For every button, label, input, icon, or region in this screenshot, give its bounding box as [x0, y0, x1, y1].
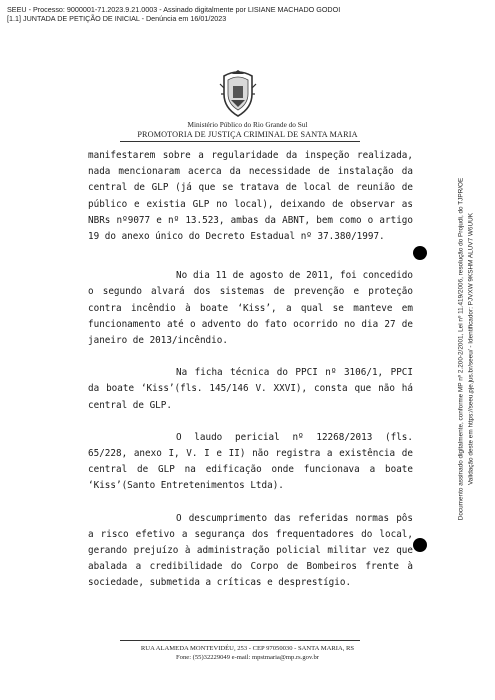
paragraph-continuation: manifestarem sobre a regularidade da inspeção realizada, nada mencionaram acerca da necessidade de instalação da central de GLP (já que se tratava de local de reunião de público e existia GLP no local), deixando de observar as NBRs nº9077 e nº 13.523, ambas da ABNT, bem como o artigo 19 do anexo único do Decreto Estadual nº 37.380/1997. — [88, 150, 413, 243]
paragraph-laudo: O laudo pericial nº 12268/2013 (fls. 65/228, anexo I, V. I e II) não registra a existência de central de GLP na edificação onde funcionava a boate ‘Kiss’(Santo Entretenimentos Ltda). — [88, 431, 413, 492]
footer-divider — [120, 640, 360, 641]
side-validation-line-1: Documento assinado digitalmente, conforme MP nº 2.200-2/2001, Lei nº 11.419/2006, resolução do Projudi, do TJPR/OE — [457, 177, 465, 521]
punch-hole-icon — [413, 538, 427, 552]
paragraph-alvara: No dia 11 de agosto de 2011, foi concedido o segundo alvará dos sistemas de prevenção e proteção contra incêndio à boate ‘Kiss’, a qual se manteve em funcionamento até o advento do fato ocorrido no dia 27 de janeiro de 2013/incêndio. — [88, 270, 413, 347]
document-body — [88, 148, 413, 592]
punch-hole-icon — [413, 246, 427, 260]
footer-address: RUA ALAMEDA MONTEVIDÉU, 253 - CEP 97050030 - SANTA MARIA, RS — [140, 645, 355, 652]
header-divider — [120, 141, 360, 142]
side-validation-line-2: Validação deste em https://seeu.pje.jus.br/seeu/ - Identificador: PJVXW 9KSHM ALUV7 W6UUK — [467, 213, 474, 485]
office-name: PROMOTORIA DE JUSTIÇA CRIMINAL DE SANTA MARIA — [137, 130, 358, 139]
state-coat-of-arms-icon — [218, 70, 258, 118]
paragraph-descumprimento: O descumprimento das referidas normas pôs a risco efetivo a segurança dos frequentadores do local, gerando prejuízo à administração policial militar vez que abalada a credibilidade do Corpo de Bombeiros frente à sociedade, submetida a críticas e desprestígio. — [88, 512, 413, 589]
footer-contact: Fone: (55)32229049 e-mail: mpstmaria@mp.rs.gov.br — [176, 654, 319, 661]
paragraph-ppci: Na ficha técnica do PPCI nº 3106/1, PPCI da boate ‘Kiss’(fls. 145/146 V. XXVI), consta que não há central de GLP. — [88, 367, 413, 411]
seeu-filing-stamp: [1.1] JUNTADA DE PETIÇÃO DE INICIAL - Denúncia em 16/01/2023 — [7, 14, 227, 23]
seeu-signature-stamp: SEEU - Processo: 9000001-71.2023.9.21.0003 - Assinado digitalmente por LISIANE MACHADO GODOI — [7, 5, 341, 14]
institution-name: Ministério Público do Rio Grande do Sul — [187, 120, 308, 129]
